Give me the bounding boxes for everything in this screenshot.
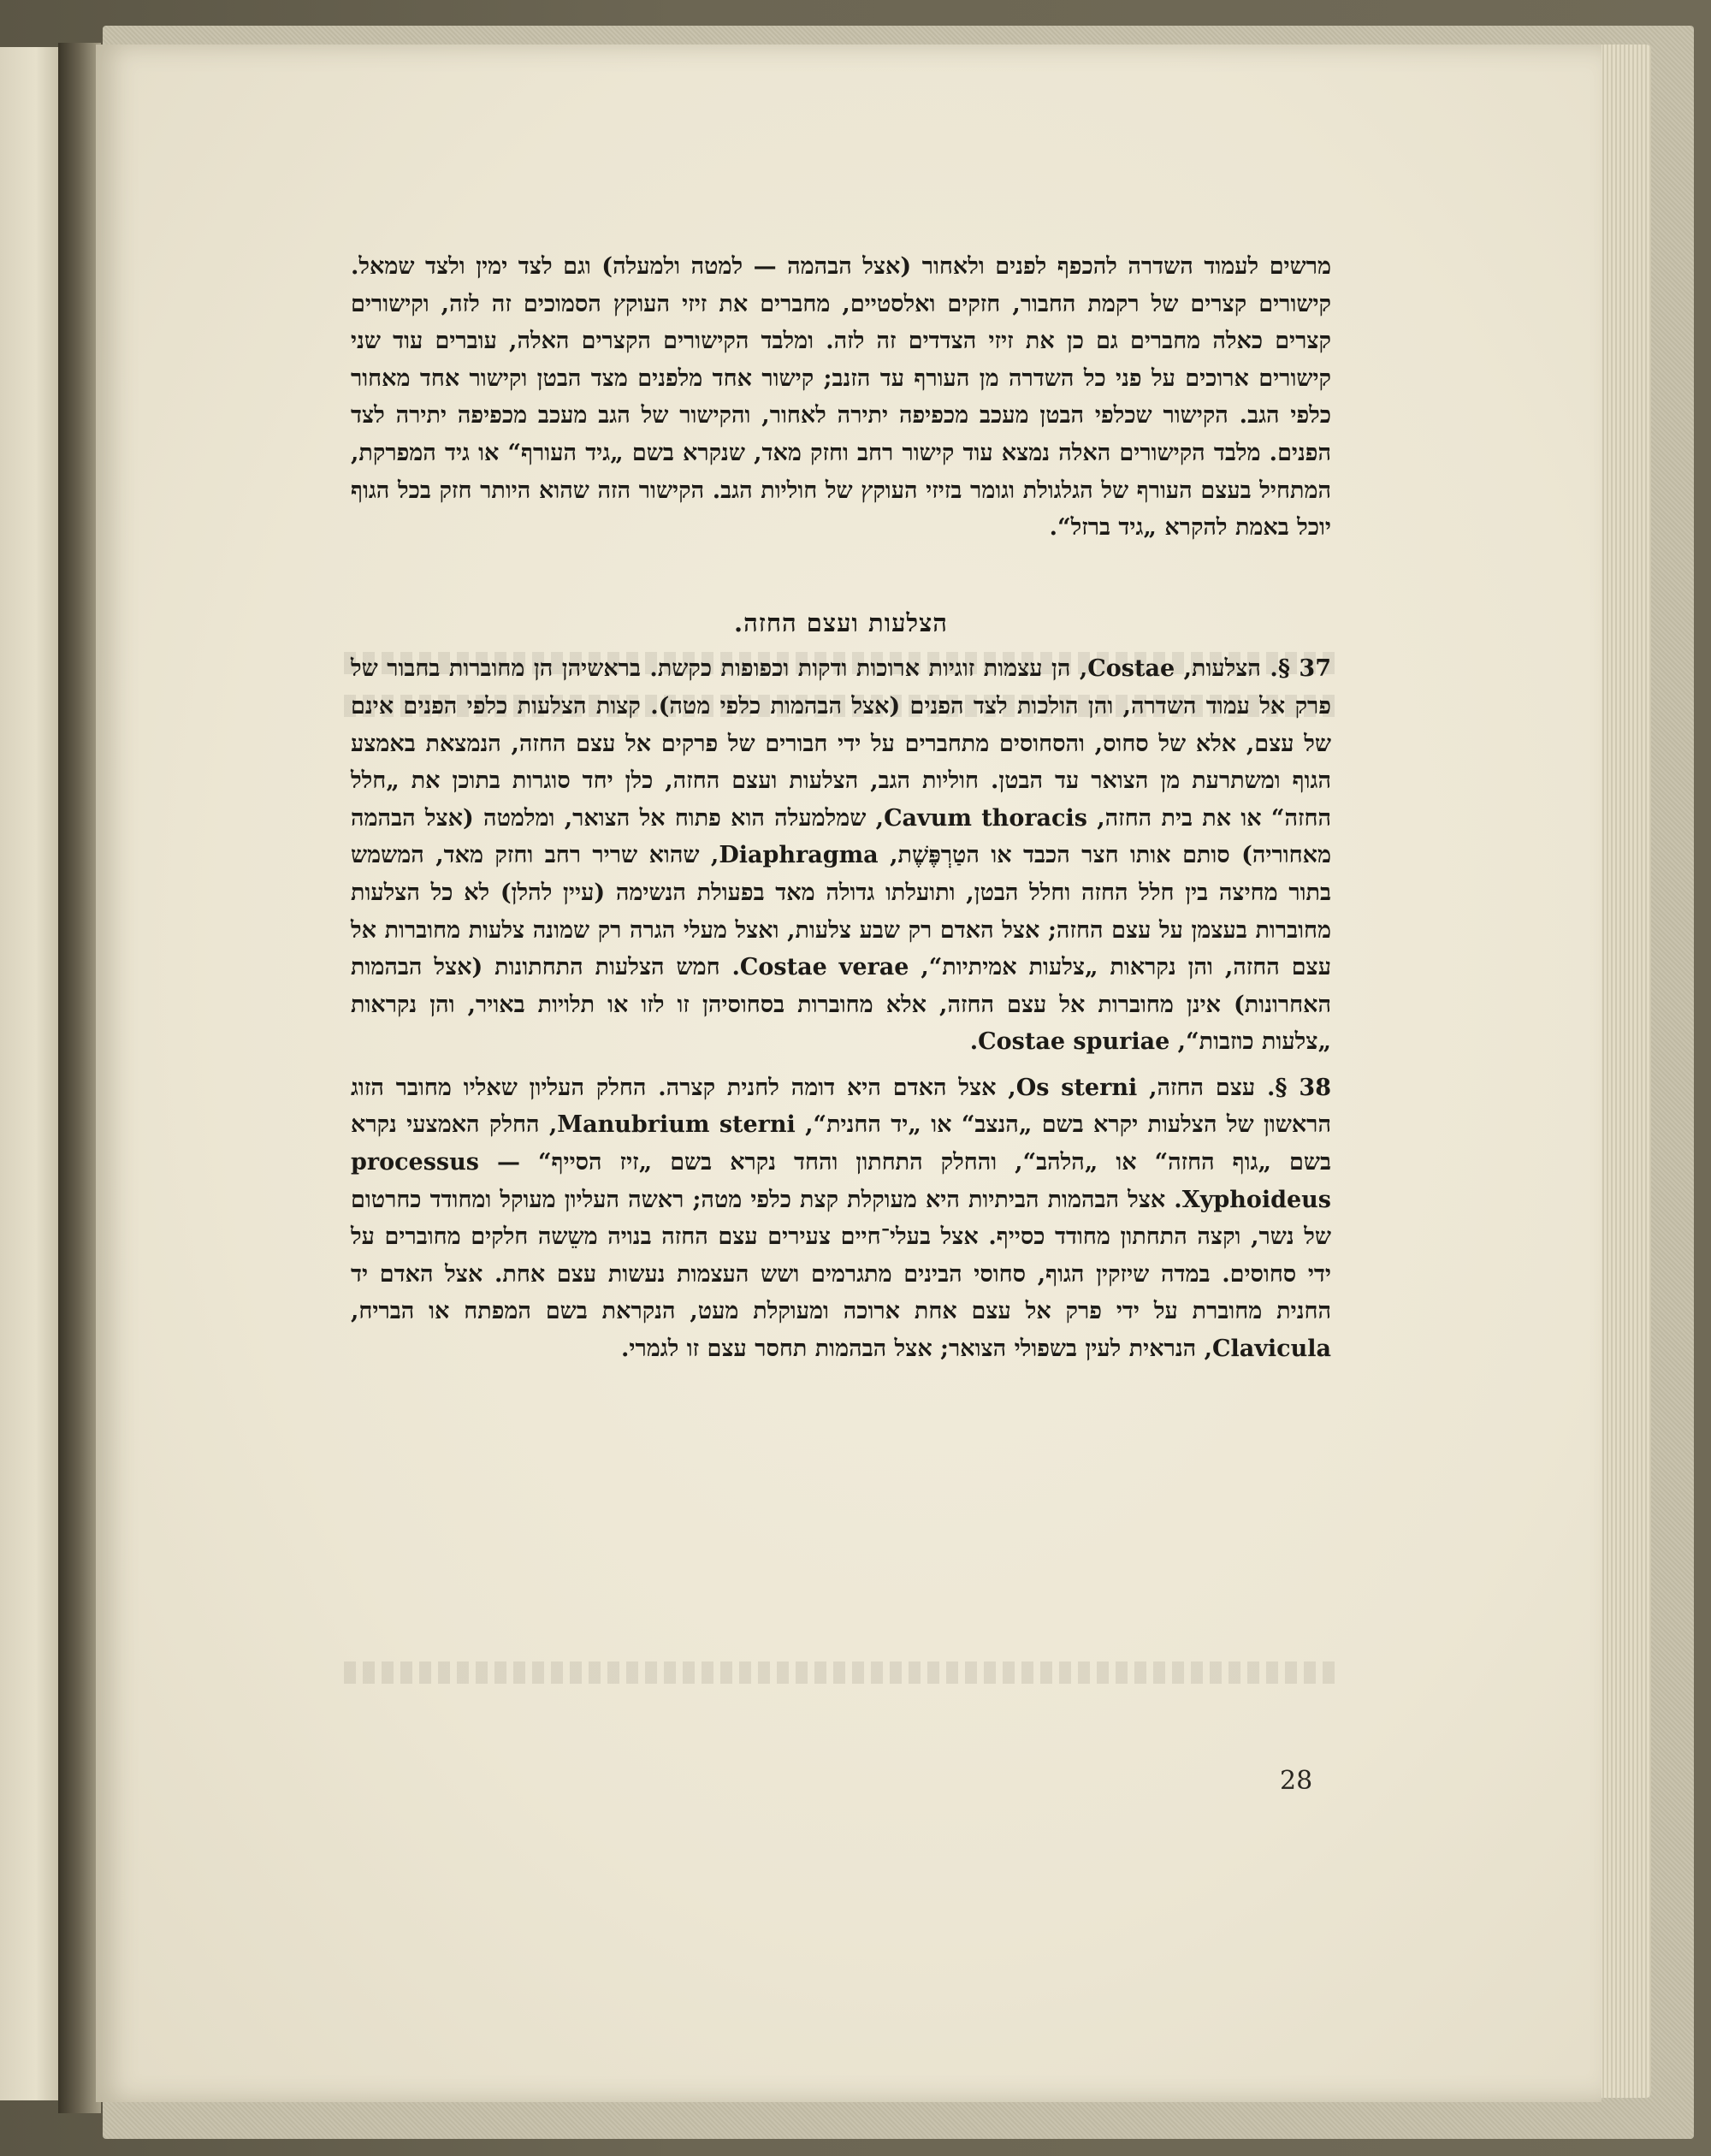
page-number: 28 <box>1280 1766 1313 1796</box>
section-heading: הצלעות ועצם החזה. <box>734 607 948 637</box>
left-page-edge <box>0 47 60 2100</box>
paragraph-spine-ligaments: מרשים לעמוד השדרה להכפף לפנים ולאחור (אצל הבהמה — למטה ולמעלה) וגם לצד ימין ולצד שמאל. קישורים קצרים של רקמת החבור, חזקים ואלסטיים, מחברים את זיזי העוקץ הסמוכים זה לזה, וקישורים קצרים כאלה מחברים גם כן את זיזי הצדדים זה לזה. ומלבד הקישורים הקצרים האלה, עוברים עוד שני קישורים ארוכים על פני כל השדרה מן העורף עד הזנב; קישור אחד מלפנים מצד הבטן וקישור אחד מאחור כלפי הגב. הקישור שכלפי הבטן מעכב מכפיפה יתירה לאחור, והקישור של הגב מעכב מכפיפה יתירה לצד הפנים. מלבד הקישורים האלה נמצא עוד קישור רחב וחזק מאד, שנקרא בשם „גיד העורף“ או גיד המפרקת, המתחיל בעצם העורף של הגלגולת וגומר בזיזי העוקץ של חוליות הגב. הקישור הזה שהוא היותר חזק בכל הגוף יוכל באמת להקרא „גיד ברזל“. <box>351 253 1332 542</box>
section-38-sternum: 38 §. עצם החזה, Os sterni, אצל האדם היא דומה לחנית קצרה. החלק העליון שאליו מחובר הזוג הראשון של הצלעות יקרא בשם „הנצב“ או „יד החנית“, Manubrium sterni, החלק האמצעי נקרא בשם „גוף החזה“ או „הלהב“, והחלק התחתון והחד נקרא בשם „זיז הסייף“ — processus Xyphoideus. אצל הבהמות הביתיות היא מעוקלת קצת כלפי מטה; ראשה העליון מעוקל ומחודד כחרטום של נשר, וקצה התחתון מחודד כסייף. אצל בעלי־חיים צעירים עצם החזה בנויה משֵשה חלקים מחוברים על ידי סחוסים. במדה שיזקין הגוף, סחוסי הבינים מתגרמים ושש העצמות נעשות עצם אחת. אצל האדם יד החנית מחוברת על ידי פרק אל עצם אחת ארוכה ומעוקלת מעט, הנקראת בשם המפתח או הבריח, Clavicula, הנראית לעין בשפולי הצואר; אצל הבהמות תחסר עצם זו לגמרי. <box>351 1074 1331 1363</box>
bleed-through-texture <box>344 1661 1336 1684</box>
book-gutter <box>58 43 101 2113</box>
book-page <box>96 44 1601 2102</box>
section-37-ribs: 37 §. הצלעות, Costae, הן עצמות זוגיות ארוכות ודקות וכפופות כקשת. בראשיהן הן מחוברות בחבור של פרק אל עמוד השדרה, והן הולכות לצד הפנים (אצל הבהמות כלפי מטה). קצות הצלעות כלפי הפנים אינם של עצם, אלא של סחוס, והסחוסים מתחברים על ידי חבורים של פרקים אל עצם החזה, הנמצאת באמצע הגוף ומשתרעת מן הצואר עד הבטן. חוליות הגב, הצלעות ועצם החזה, כלן יחד סוגרות בתוכן את „חלל החזה“ או את בית החזה, Cavum thoracis, שמלמעלה הוא פתוח אל הצואר, ומלמטה (אצל הבהמה מאחוריה) סותם אותו חצר הכבד או הטַרְפֶּשֶׁת, Diaphragma, שהוא שריר רחב וחזק מאד, המשמש בתור מחיצה בין חלל החזה וחלל הבטן, ותועלתו גדולה מאד בפעולת הנשימה (עיין להלן) לא כל הצלעות מחוברות בעצמן על עצם החזה; אצל האדם רק שבע צלעות, ואצל מעלי הגרה רק שמונה צלעות מחוברות אל עצם החזה, והן נקראות „צלעות אמיתיות“, Costae verae. חמש הצלעות התחתונות (אצל הבהמות האחרונות) אינן מחוברות אל עצם החזה, אלא מחוברות בסחוסיהן זו לזו או תלויות באויר, והן נקראות „צלעות כוזבות“, Costae spuriae. <box>351 655 1332 1056</box>
page-text <box>351 248 1331 1368</box>
